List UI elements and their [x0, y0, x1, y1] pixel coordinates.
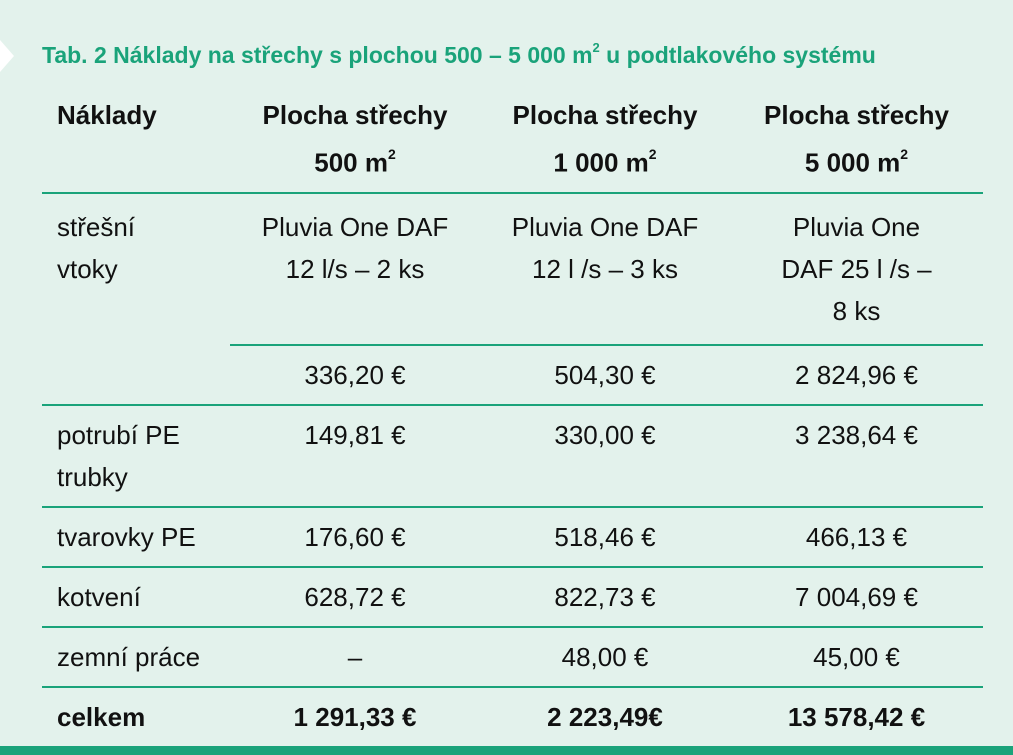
row-label-potrubi-line2: trubky: [57, 461, 128, 492]
bottom-accent-bar: [0, 746, 1013, 755]
cell-vtoky-5000-line2: DAF 25 l /s –: [781, 253, 932, 284]
table-row-zemni: [42, 627, 983, 687]
title-text-end: u podtlakového systému: [599, 42, 876, 68]
header-5000: [730, 94, 983, 193]
header-naklady: [42, 94, 230, 193]
cell-vtoky-price-500: 336,20 €: [230, 345, 480, 405]
table-row-potrubi: [42, 405, 983, 507]
cell-kotveni-500: 628,72 €: [230, 567, 480, 627]
cell-vtoky-500: [230, 193, 480, 345]
table-row-vtoky: [42, 193, 983, 345]
header-row: [42, 94, 983, 193]
cell-celkem-5000: 13 578,42 €: [730, 687, 983, 746]
cell-tvarovky-500: 176,60 €: [230, 507, 480, 567]
cell-vtoky-price-1000: 504,30 €: [480, 345, 730, 405]
header-500: [230, 94, 480, 193]
cell-zemni-5000: 45,00 €: [730, 627, 983, 687]
table-row-kotveni: [42, 567, 983, 627]
header-500-line1: Plocha střechy: [262, 100, 448, 130]
cell-celkem-500: 1 291,33 €: [230, 687, 480, 746]
table-title: [42, 42, 876, 69]
header-5000-line2: 5 000 m: [804, 147, 901, 178]
cell-celkem-1000: 2 223,49€: [480, 687, 730, 746]
header-1000-sup: 2: [648, 146, 657, 162]
cell-vtoky-500-line1: Pluvia One DAF: [261, 211, 449, 242]
row-label-vtoky: [42, 193, 230, 405]
cell-vtoky-5000-line3: 8 ks: [832, 295, 881, 326]
costs-table: [42, 94, 983, 746]
cell-vtoky-1000-line2: 12 l /s – 3 ks: [532, 253, 678, 284]
cell-potrubi-5000: 3 238,64 €: [730, 405, 983, 507]
cell-kotveni-5000: 7 004,69 €: [730, 567, 983, 627]
cell-vtoky-price-5000: 2 824,96 €: [730, 345, 983, 405]
cell-potrubi-500: 149,81 €: [230, 405, 480, 507]
table-row-celkem: [42, 687, 983, 746]
row-label-potrubi-line1: potrubí PE: [57, 419, 180, 450]
cell-vtoky-500-line2: 12 l/s – 2 ks: [285, 253, 425, 284]
cell-vtoky-5000: [730, 193, 983, 345]
title-superscript: 2: [592, 40, 600, 56]
header-500-line2: 500 m: [314, 147, 388, 178]
header-500-sup: 2: [387, 146, 396, 162]
header-5000-sup: 2: [900, 146, 909, 162]
row-label-celkem: celkem: [42, 687, 230, 746]
header-1000: [480, 94, 730, 193]
header-1000-line2: 1 000 m: [553, 147, 649, 178]
cell-vtoky-5000-line1: Pluvia One: [792, 211, 921, 242]
row-label-potrubi: [42, 405, 230, 507]
row-label-tvarovky: tvarovky PE: [42, 507, 230, 567]
row-label-vtoky-line1: střešní: [57, 211, 136, 242]
cell-kotveni-1000: 822,73 €: [480, 567, 730, 627]
cell-vtoky-1000-line1: Pluvia One DAF: [511, 211, 699, 242]
cell-tvarovky-5000: 466,13 €: [730, 507, 983, 567]
cell-tvarovky-1000: 518,46 €: [480, 507, 730, 567]
title-text: Tab. 2 Náklady na střechy s plochou 500 – 5 000 m: [42, 42, 593, 68]
header-5000-line1: Plocha střechy: [764, 100, 949, 130]
cell-vtoky-1000: [480, 193, 730, 345]
row-label-zemni: zemní práce: [42, 627, 230, 687]
cell-zemni-500: –: [230, 627, 480, 687]
row-label-kotveni: kotvení: [42, 567, 230, 627]
header-naklady-text: Náklady: [57, 100, 157, 130]
header-1000-line1: Plocha střechy: [512, 100, 698, 130]
cell-zemni-1000: 48,00 €: [480, 627, 730, 687]
page-edge-marker: [0, 40, 14, 72]
table-row-tvarovky: [42, 507, 983, 567]
row-label-vtoky-line2: vtoky: [57, 253, 118, 284]
cell-potrubi-1000: 330,00 €: [480, 405, 730, 507]
